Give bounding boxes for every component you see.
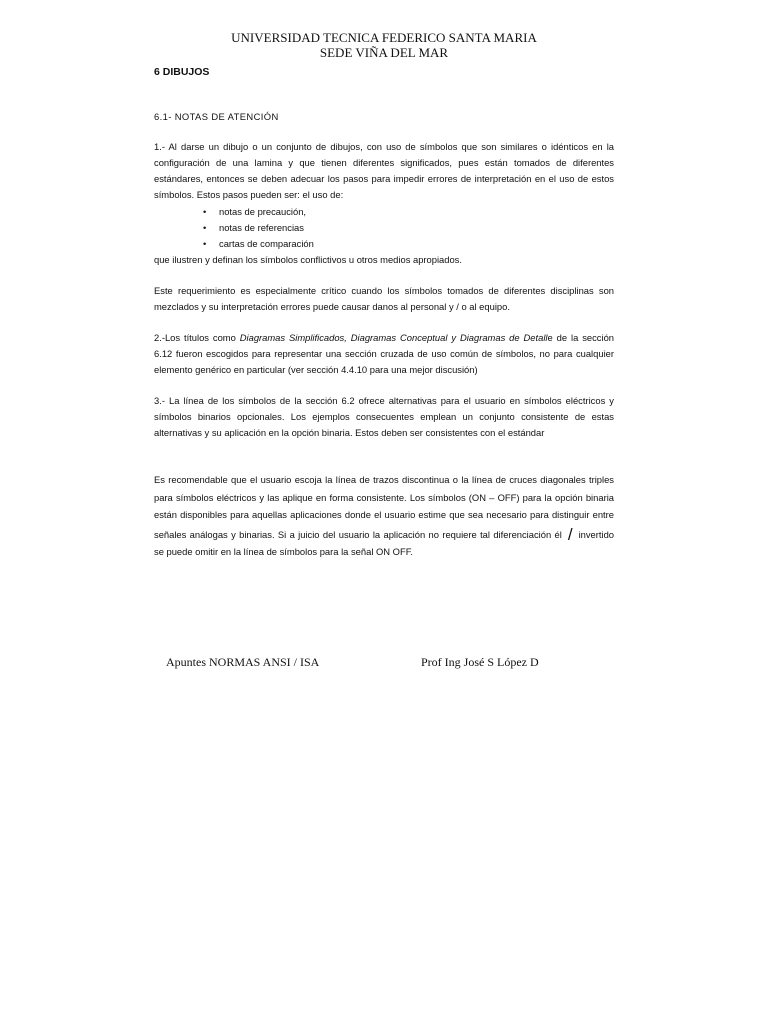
bullet-item: • notas de referencias [203,220,314,236]
campus-name: SEDE VIÑA DEL MAR [319,45,449,60]
paragraph-3-prefix: 2.-Los títulos como [154,332,240,343]
paragraph-5-tail: invertido se puede omitir en la línea de símbolos para la señal ON OFF. [154,528,614,557]
paragraph-3-suffix: e de la sección 6.12 fueron escogidos para representar una sección cruzada de uso común de símbolos, no para cualquier elemento genérico en particular (ver sección 4.4.10 para una mejor discusión) [154,332,614,375]
paragraph-5 [154,471,614,561]
footer-course: Apuntes NORMAS ANSI / ISA [166,655,320,669]
bullet-item: • cartas de comparación [203,236,314,252]
slash-symbol: / [567,524,573,544]
paragraph-3-titles: Diagramas Simplificados, Diagramas Conceptual y Diagramas de Detall [239,332,548,343]
footer-author: Prof Ing José S López D [421,655,539,669]
paragraph-1-closing: que ilustren y definan los símbolos conflictivos u otros medios apropiados. [154,254,462,265]
bullet-list [0,204,314,252]
bullet-item: • notas de precaución, [203,204,314,220]
paragraph-1 [154,139,614,203]
paragraph-1-text: 1.- Al darse un dibujo o un conjunto de dibujos, con uso de símbolos que son similares o idénticos en la configuración de una lamina y que tienen diferentes significados, pues están tomados de diferentes estándares, entonces se deben adecuar los pasos para impedir errores de interpretación en el uso de estos símbolos. Estos pasos pueden ser: el uso de: [154,141,614,200]
paragraph-2: Este requerimiento es especialmente crítico cuando los símbolos tomados de diferentes disciplinas son mezclados y su interpretación errores puede causar danos al personal y / o al equipo. [154,285,614,312]
section-title: 6 DIBUJOS [154,66,210,78]
section-subtitle: 6.1- NOTAS DE ATENCIÓN [154,111,279,122]
university-name: UNIVERSIDAD TECNICA FEDERICO SANTA MARIA [231,30,537,45]
paragraph-4: 3.- La línea de los símbolos de la sección 6.2 ofrece alternativas para el usuario en símbolos eléctricos y símbolos binarios opcionales. Los ejemplos consecuentes emplean un conjunto consistente de estas alternativas y su aplicación en la opción binaria. Estos deben ser consistentes con el estándar [154,395,614,438]
paragraph-3 [154,330,614,378]
paragraph-5-text: Es recomendable que el usuario escoja la línea de trazos discontinua o la línea de cruces diagonales triples para símbolos eléctricos y las aplique en forma consistente. Los símbolos (ON – OFF) para la opción binaria están disponibles para aquellas aplicaciones donde el usuario estime que sea necesario para distinguir entre señales análogas y binarias. Si a juicio del usuario la aplicación no requiere tal diferenciación él [154,474,614,540]
